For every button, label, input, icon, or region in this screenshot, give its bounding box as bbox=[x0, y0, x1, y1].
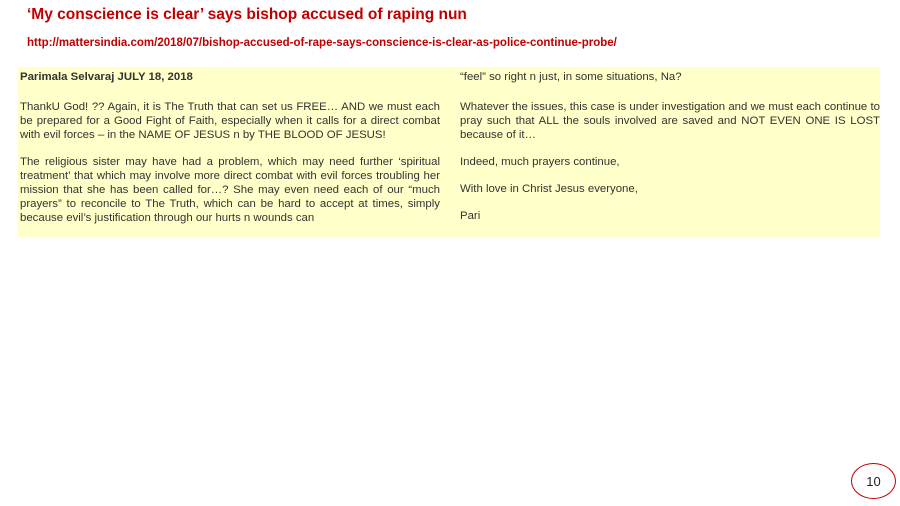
comment-paragraph: ThankU God! ?? Again, it is The Truth that can set us FREE… AND we must each be prepared for a Good Fight of Faith, especially when it calls for a direct combat with evil forces – in the NAME OF JESUS n by THE BLOOD OF JESUS! bbox=[20, 101, 440, 141]
page-number-badge bbox=[851, 463, 896, 499]
comment-paragraph: With love in Christ Jesus everyone, bbox=[460, 183, 638, 195]
comment-left-column bbox=[20, 70, 440, 237]
comment-paragraph: “feel” so right n just, in some situations, Na? bbox=[460, 71, 682, 83]
page-number: 10 bbox=[866, 473, 881, 489]
comment-paragraph: Indeed, much prayers continue, bbox=[460, 156, 620, 168]
source-url[interactable]: http://mattersindia.com/2018/07/bishop-accused-of-rape-says-conscience-is-clear-as-police-continue-probe/ bbox=[27, 37, 617, 49]
comment-author-line: Parimala Selvaraj JULY 18, 2018 bbox=[20, 71, 193, 83]
comment-right-column bbox=[460, 70, 880, 236]
comment-signature: Pari bbox=[460, 210, 481, 222]
slide-title: ‘My conscience is clear’ says bishop accused of raping nun bbox=[27, 6, 467, 23]
comment-paragraph: The religious sister may have had a problem, which may need further ‘spiritual treatment’ that which may involve more direct combat with evil forces troubling her mission that she has been called for…? She may even need each of our “much prayers” to reconcile to The Truth, which can be hard to accept at times, simply because evil’s justification through our hurts n wounds can bbox=[20, 156, 440, 224]
comment-paragraph: Whatever the issues, this case is under investigation and we must each continue to pray such that ALL the souls involved are saved and NOT EVEN ONE IS LOST because of it… bbox=[460, 101, 880, 141]
comment-box bbox=[18, 67, 880, 237]
